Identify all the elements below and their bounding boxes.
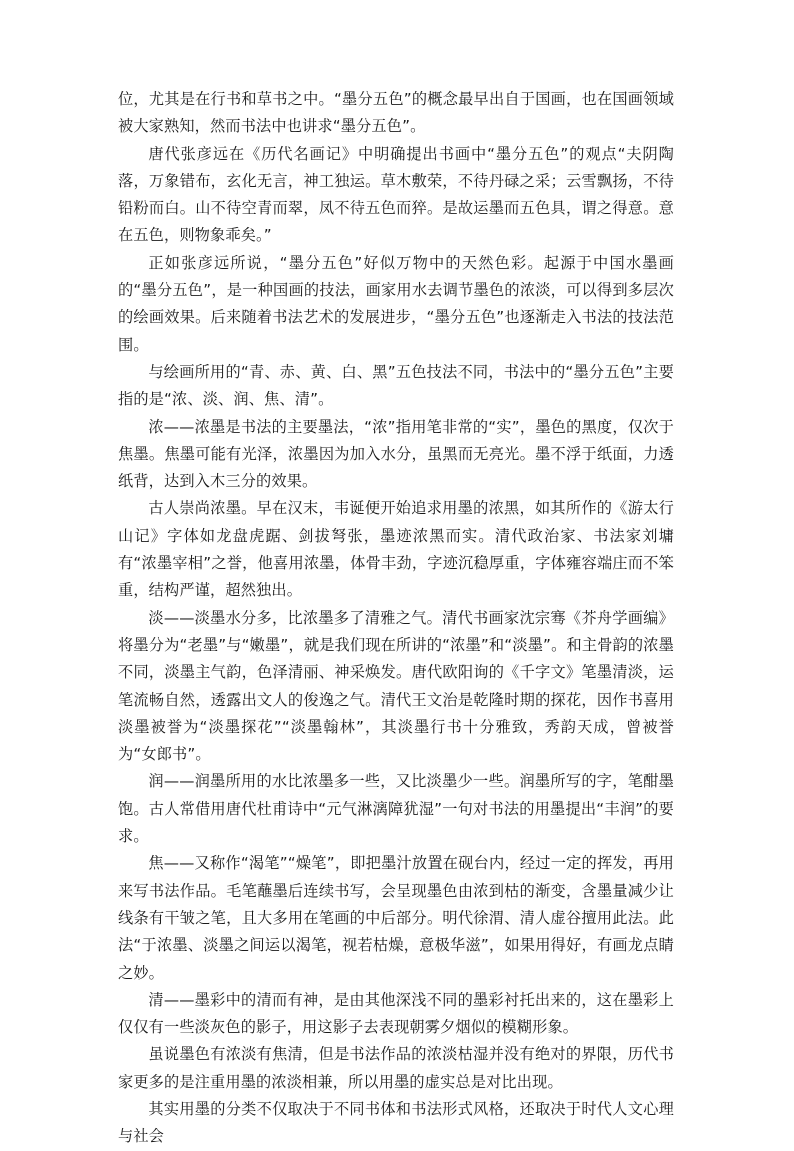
paragraph: 唐代张彦远在《历代名画记》中明确提出书画中“墨分五色”的观点“夫阴陶落，万象错布，玄化无言，神工独运。草木敷荣，不待丹碌之采；云雪飘扬，不待铅粉而白。山不待空青而翠，凤不待五色而猝。是故运墨而五色具，谓之得意。意在五色，则物象乖矣。” [118, 144, 674, 245]
paragraph: 正如张彦远所说，“墨分五色”好似万物中的天然色彩。起源于中国水墨画的“墨分五色”，是一种国画的技法，画家用水去调节墨色的浓淡，可以得到多层次的绘画效果。后来随着书法艺术的发展进步，“墨分五色”也逐渐走入书法的技法范围。 [118, 253, 674, 354]
paragraph: 虽说墨色有浓淡有焦清，但是书法作品的浓淡枯湿并没有绝对的界限，历代书家更多的是注重用墨的浓淡相兼，所以用墨的虚实总是对比出现。 [118, 1045, 674, 1091]
paragraph: 焦——又称作“渴笔”“燥笔”，即把墨汁放置在砚台内，经过一定的挥发，再用来写书法作品。毛笔蘸墨后连续书写，会呈现墨色由浓到枯的渐变，含墨量减少让线条有干皱之笔，且大多用在笔画的中后部分。明代徐渭、清人虚谷擅用此法。此法“于浓墨、淡墨之间运以渴笔，视若枯燥，意极华滋”，如果用得好，有画龙点睛之妙。 [118, 854, 674, 982]
paragraph: 浓——浓墨是书法的主要墨法，“浓”指用笔非常的“实”，墨色的黑度，仅次于焦墨。焦墨可能有光泽，浓墨因为加入水分，虽黑而无亮光。墨不浮于纸面，力透纸背，达到入木三分的效果。 [118, 417, 674, 491]
document-body [118, 86, 674, 1151]
paragraph: 淡——淡墨水分多，比浓墨多了清雅之气。清代书画家沈宗骞《芥舟学画编》将墨分为“老墨”与“嫩墨”，就是我们现在所讲的“浓墨”和“淡墨”。和主骨韵的浓墨不同，淡墨主气韵，色泽清丽、神采焕发。唐代欧阳询的《千字文》笔墨清淡，运笔流畅自然，透露出文人的俊逸之气。清代王文治是乾隆时期的探花，因作书喜用淡墨被誉为“淡墨探花”“淡墨翰林”，其淡墨行书十分雅致，秀韵天成，曾被誉为“女郎书”。 [118, 608, 674, 764]
paragraph: 与绘画所用的“青、赤、黄、白、黑”五色技法不同，书法中的“墨分五色”主要指的是“浓、淡、润、焦、清”。 [118, 362, 674, 409]
paragraph: 古人崇尚浓墨。早在汉末，韦诞便开始追求用墨的浓黑，如其所作的《游太行山记》字体如龙盘虎踞、剑拔弩张，墨迹浓黑而实。清代政治家、书法家刘墉有“浓墨宰相”之誉，他喜用浓墨，体骨丰劲，字迹沉稳厚重，字体雍容端庄而不笨重，结构严谨，超然独出。 [118, 499, 674, 600]
paragraph: 润——润墨所用的水比浓墨多一些，又比淡墨少一些。润墨所写的字，笔酣墨饱。古人常借用唐代杜甫诗中“元气淋漓障犹湿”一句对书法的用墨提出“丰润”的要求。 [118, 772, 674, 846]
paragraph: 清——墨彩中的清而有神，是由其他深浅不同的墨彩衬托出来的，这在墨彩上仅仅有一些淡灰色的影子，用这影子去表现朝雾夕烟似的模糊形象。 [118, 990, 674, 1037]
paragraph: 其实用墨的分类不仅取决于不同书体和书法形式风格，还取决于时代人文心理与社会 [118, 1099, 674, 1146]
paragraph: 位，尤其是在行书和草书之中。“墨分五色”的概念最早出自于国画，也在国画领域被大家熟知，然而书法中也讲求“墨分五色”。 [118, 90, 674, 136]
